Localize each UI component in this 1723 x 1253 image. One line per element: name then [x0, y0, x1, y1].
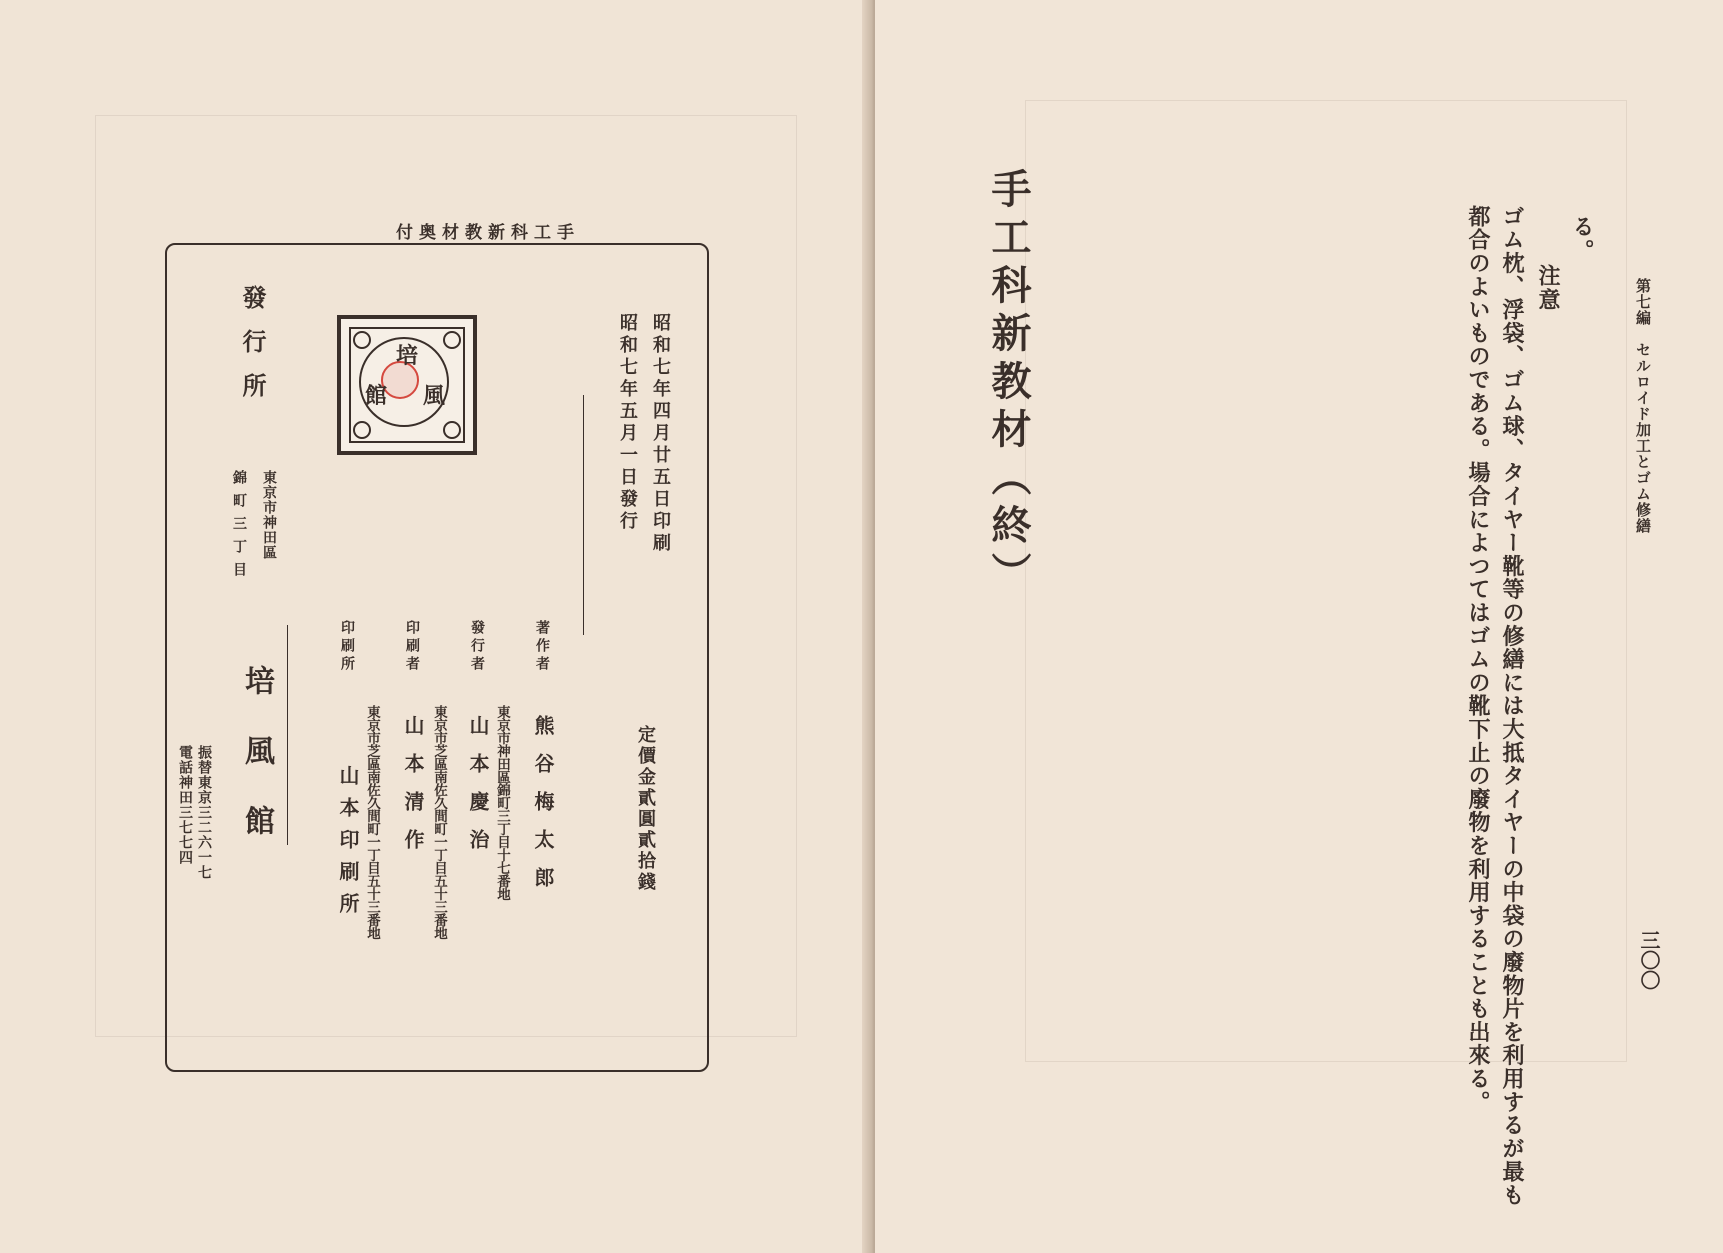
printshop-name: 山本印刷所 — [336, 765, 360, 925]
printer-name: 山本清作 — [401, 715, 425, 867]
author-role: 著作者 — [534, 620, 550, 674]
body-line-1: る。 — [1569, 215, 1595, 263]
logo-char: 館 — [365, 383, 388, 409]
author-name: 熊谷梅太郎 — [531, 715, 555, 905]
transfer-account: 振替東京三二六一七 — [196, 745, 212, 880]
body-line-3: ゴム枕、浮袋、ゴム球、タイヤー靴等の修繕には大抵タイヤーの中袋の廢物片を利用するが最も — [1499, 205, 1525, 1207]
text-page — [875, 0, 1723, 1253]
publisher-address-1: 東京市神田區 — [261, 470, 277, 560]
issuer-address: 東京市神田區錦町三丁目十七番地 — [494, 705, 510, 900]
printer-address: 東京市芝區南佐久間町一丁目五十三番地 — [431, 705, 447, 939]
telephone: 電話神田三七七四 — [177, 745, 193, 865]
print-date: 昭和七年四月廿五日印刷 — [650, 313, 671, 555]
publisher-name: 培風館 — [239, 665, 274, 875]
publisher-label: 發行所 — [238, 285, 267, 417]
publisher-logo — [337, 315, 477, 455]
issuer-name: 山本慶治 — [466, 715, 490, 867]
logo-corner — [443, 421, 461, 439]
page-number: 三〇〇 — [1637, 930, 1661, 990]
issuer-role: 發行者 — [469, 620, 485, 674]
publisher-rule — [287, 625, 288, 845]
column-rule — [583, 395, 584, 635]
book-title: 手工科新教材（終） — [985, 168, 1032, 600]
printer-role: 印刷者 — [404, 620, 420, 674]
logo-corner — [443, 331, 461, 349]
body-line-4: 都合のよいものである。場合によつてはゴムの靴下止の廢物を利用することも出來る。 — [1465, 205, 1491, 1114]
printshop-role: 印刷所 — [339, 620, 355, 674]
colophon-running-header: 手工科新教材奥付 — [396, 223, 580, 243]
running-header: 第七編 セルロイド加工とゴム修繕 — [1634, 278, 1652, 534]
publisher-address-2: 錦町三丁目 — [231, 470, 247, 585]
colophon-frame — [165, 243, 709, 1072]
body-line-2: 注意 — [1535, 240, 1561, 312]
logo-corner — [353, 331, 371, 349]
logo-char: 培 — [396, 343, 419, 369]
issue-date: 昭和七年五月一日發行 — [617, 313, 638, 533]
logo-char: 風 — [423, 383, 446, 409]
price: 定價金貳圓貳拾錢 — [635, 725, 656, 893]
logo-corner — [353, 421, 371, 439]
printshop-address: 東京市芝區南佐久間町一丁目五十三番地 — [364, 705, 380, 939]
